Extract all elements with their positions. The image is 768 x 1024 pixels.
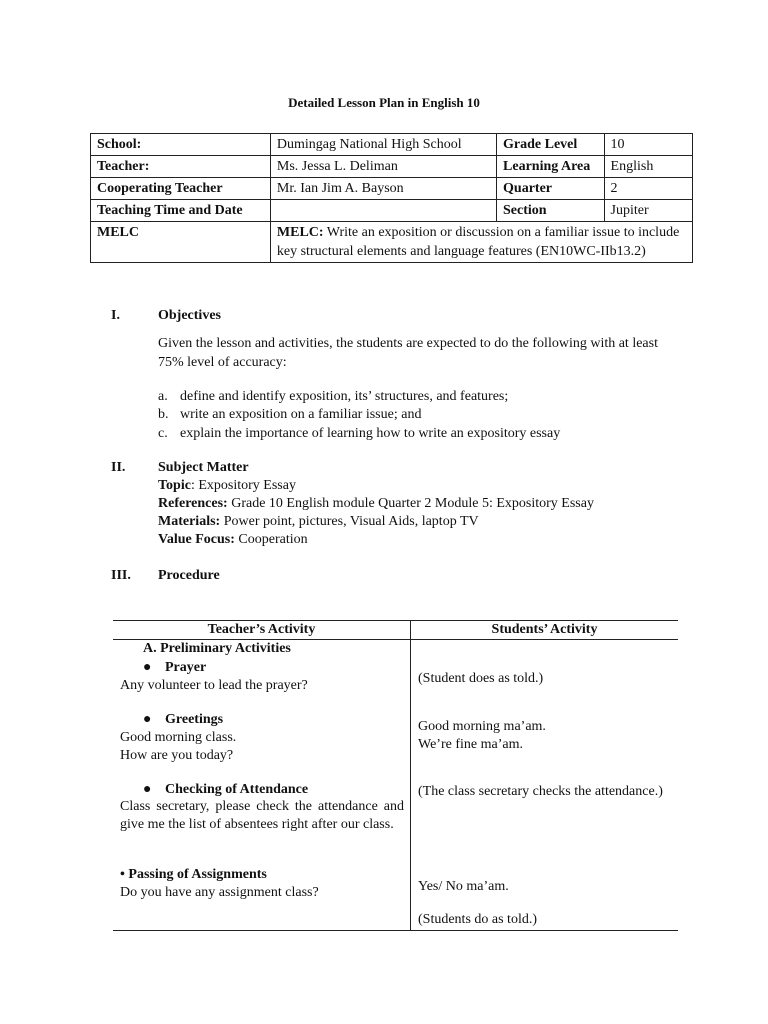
column-divider: [410, 621, 411, 930]
objectives-intro: Given the lesson and activities, the students are expected to do the following with at least 75% level of accuracy:: [158, 336, 658, 370]
attendance-teacher-text: Class secretary, please check the attendance and give me the list of absentees right after our class.: [120, 799, 404, 832]
objective-text: write an exposition on a familiar issue; and: [180, 407, 422, 422]
greetings-student-line-1: Good morning ma’am.: [418, 719, 546, 734]
assignments-teacher-text: Do you have any assignment class?: [120, 885, 319, 900]
objective-marker: c.: [158, 426, 168, 441]
materials-value: Power point, pictures, Visual Aids, laptop TV: [220, 514, 479, 529]
melc-value: [270, 222, 692, 263]
teacher-value: Ms. Jessa L. Deliman: [270, 156, 496, 178]
table-row: [91, 156, 693, 178]
melc-label: MELC: [91, 222, 271, 263]
subject-numeral: II.: [111, 460, 126, 475]
bullet-icon: ●: [143, 660, 152, 675]
area-value: English: [604, 156, 692, 178]
references-label: References:: [158, 496, 228, 511]
greetings-teacher-line-1: Good morning class.: [120, 730, 237, 745]
bullet-icon: ●: [143, 712, 152, 727]
prayer-student-text: (Student does as told.): [418, 671, 544, 686]
objective-marker: b.: [158, 407, 169, 422]
greetings-student-line-2: We’re fine ma’am.: [418, 737, 523, 752]
table-row: [91, 178, 693, 200]
prayer-heading: ● Prayer: [143, 660, 207, 675]
objective-text: explain the importance of learning how to write an expository essay: [180, 426, 561, 441]
prayer-teacher-text: Any volunteer to lead the prayer?: [120, 678, 308, 693]
objective-marker: a.: [158, 389, 168, 404]
quarter-label: Quarter: [497, 178, 605, 200]
objective-item: [158, 424, 560, 443]
table-row: [91, 200, 693, 222]
document-title: Detailed Lesson Plan in English 10: [288, 95, 480, 110]
table-row: [91, 134, 693, 156]
section-value: Jupiter: [604, 200, 692, 222]
objective-item: [158, 387, 508, 406]
materials-label: Materials:: [158, 514, 221, 529]
value-focus-label: Value Focus:: [158, 532, 235, 547]
assignments-student-line-1: Yes/ No ma’am.: [418, 879, 509, 894]
section-label: Section: [497, 200, 605, 222]
school-value: Dumingag National High School: [270, 134, 496, 156]
coop-value: Mr. Ian Jim A. Bayson: [270, 178, 496, 200]
references-value: Grade 10 English module Quarter 2 Module 5: Expository Essay: [227, 496, 594, 511]
attendance-student-text: (The class secretary checks the attendance.): [418, 784, 663, 799]
melc-text: Write an exposition or discussion on a familiar issue to include key structural elements and language features (EN10WC-IIb13.2): [276, 225, 680, 259]
greetings-heading: ● Greetings: [143, 712, 224, 727]
procedure-numeral: III.: [111, 568, 131, 583]
value-focus-line: [158, 531, 308, 549]
time-value: [270, 200, 496, 222]
value-focus-value: Cooperation: [234, 532, 308, 547]
topic-label: Topic: [158, 478, 191, 493]
topic-line: [158, 477, 296, 495]
melc-inline-label: MELC:: [276, 225, 324, 240]
student-activity-header: Students’ Activity: [491, 622, 598, 637]
objective-item: [158, 405, 421, 424]
assignments-heading: • Passing of Assignments: [120, 867, 267, 882]
objective-text: define and identify exposition, its’ structures, and features;: [180, 389, 509, 404]
time-label: Teaching Time and Date: [91, 200, 271, 222]
grade-label: Grade Level: [497, 134, 605, 156]
grade-value: 10: [604, 134, 692, 156]
subject-heading: Subject Matter: [158, 460, 249, 475]
objectives-numeral: I.: [111, 308, 120, 323]
topic-value: : Expository Essay: [190, 478, 296, 493]
area-label: Learning Area: [497, 156, 605, 178]
greetings-teacher-line-2: How are you today?: [120, 748, 234, 763]
procedure-heading: Procedure: [158, 568, 220, 583]
assignments-student-line-2: (Students do as told.): [418, 912, 537, 927]
objectives-heading: Objectives: [158, 308, 221, 323]
preliminary-activities: A. Preliminary Activities: [143, 641, 291, 656]
bullet-icon: ●: [143, 782, 152, 797]
quarter-value: 2: [604, 178, 692, 200]
coop-label: Cooperating Teacher: [91, 178, 271, 200]
info-table: [90, 133, 693, 263]
references-line: [158, 495, 594, 513]
attendance-heading: ● Checking of Attendance: [143, 782, 309, 797]
school-label: School:: [91, 134, 271, 156]
materials-line: [158, 513, 479, 531]
table-row: [91, 222, 693, 263]
procedure-table: [113, 620, 678, 931]
teacher-label: Teacher:: [91, 156, 271, 178]
teacher-activity-header: Teacher’s Activity: [207, 622, 316, 637]
